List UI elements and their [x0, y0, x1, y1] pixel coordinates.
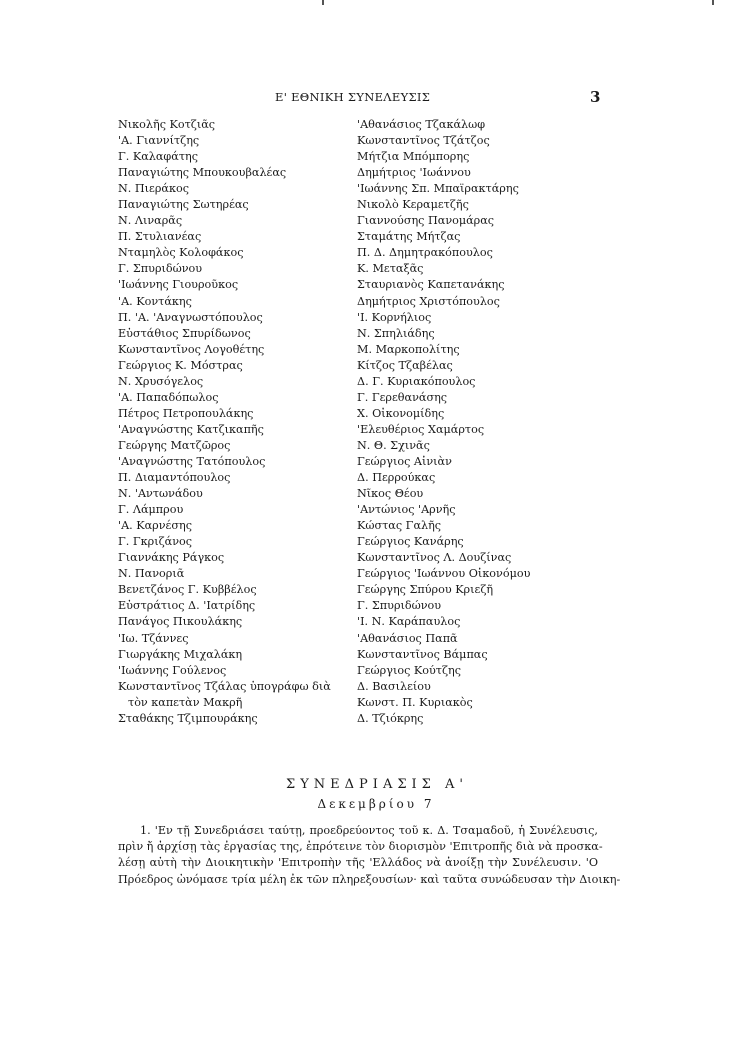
- signatory-name: Γεώργιος Κανάρης: [357, 535, 464, 549]
- signatory-name: Κωνσταντῖνος Λ. Δουζίνας: [357, 551, 512, 565]
- signatory-name: Γ. Σπυριδώνου: [118, 262, 203, 276]
- signatory-name: 'Α. Κοντάκης: [118, 294, 192, 308]
- signatory-name: Γεώργιος Κ. Μόστρας: [118, 358, 243, 372]
- signatory-name: Κώστας Γαλῆς: [357, 519, 442, 533]
- signatory-name: Κωνστ. Π. Κυριακὸς: [357, 695, 473, 709]
- signatory-name: Πανάγος Πικουλάκης: [118, 615, 243, 629]
- signatory-name: 'Α. Καρνέσης: [118, 519, 192, 533]
- paragraph-line: πρὶν ἤ ἀρχίσῃ τὰς ἐργασίας της, ἐπρότεινε τὸν διορισμὸν 'Επιτροπῆς διὰ νὰ προσκα-: [118, 840, 603, 854]
- running-head: Ε' ΕΘΝΙΚΗ ΣΥΝΕΛΕΥΣΙΣ: [275, 90, 431, 104]
- signatory-name: Κωνσταντῖνος Βάμπας: [357, 647, 488, 661]
- signatory-name: Γ. Γκριζάνος: [118, 535, 193, 549]
- signatory-name: Ν. Πανοριᾶ: [118, 567, 185, 581]
- signatory-name: Δ. Τζιόκρης: [357, 711, 424, 725]
- body-paragraph: [118, 823, 621, 888]
- signatory-name: τὸν καπετὰν Μακρῆ: [128, 695, 243, 709]
- signatory-name: Γ. Σπυριδώνου: [357, 599, 442, 613]
- signatory-name: Γιαννάκης Ράγκος: [118, 551, 225, 565]
- signatory-name: Εὐστάθιος Σπυρίδωνος: [118, 326, 251, 340]
- signatory-name: 'Ιωάννης Γιουροῦκος: [118, 278, 239, 292]
- signatory-name: Δημήτριος Χριστόπουλος: [357, 294, 500, 308]
- signatory-name: Γεώργης Σπύρου Κριεζῆ: [357, 583, 494, 597]
- signatory-name: Γεώργης Ματζῶρος: [118, 438, 231, 452]
- signatory-name: Δημήτριος 'Ιωάννου: [357, 166, 471, 180]
- signatory-name: Πέτρος Πετροπουλάκης: [118, 406, 254, 420]
- signatory-name: Ν. Πιεράκος: [118, 182, 189, 196]
- signatory-name: Γεώργιος Αἰνιὰν: [357, 454, 452, 468]
- signatory-name: 'Αθανάσιος Τζακάλωφ: [357, 118, 486, 131]
- signatory-name: 'Αντώνιος 'Αρνῆς: [357, 503, 456, 517]
- signatory-name: Ν. 'Αντωνάδου: [118, 487, 203, 501]
- signatory-name: 'Αναγνώστης Τατόπουλος: [118, 454, 266, 468]
- signatory-name: Δ. Βασιλείου: [357, 679, 431, 693]
- signatory-name: Γιαννούσης Πανομάρας: [357, 214, 495, 228]
- signatories-left-column: [118, 117, 358, 727]
- paragraph-line: Πρόεδρος ὠνόμασε τρία μέλη ἐκ τῶν πληρεξουσίων· καὶ ταῦτα συνώδευσαν τὴν Διοικη-: [118, 872, 621, 886]
- signatory-name: Νικολῆς Κοτζιᾶς: [118, 118, 216, 131]
- signatory-name: Κίτζος Τζαβέλας: [357, 358, 453, 372]
- signatory-name: Ν. Λιναρᾶς: [118, 214, 183, 228]
- signatory-name: 'Αναγνώστης Κατζικαπῆς: [118, 422, 264, 436]
- signatory-name: Κωνσταντῖνος Τζάλας ὑπογράφω διὰ: [118, 679, 331, 693]
- signatory-name: Μήτζια Μπόμπορης: [357, 150, 470, 164]
- signatory-name: Εὐστράτιος Δ. 'Ιατρίδης: [118, 599, 256, 613]
- signatory-name: Νῖκος Θέου: [357, 487, 424, 501]
- signatory-name: Σταθάκης Τζιμπουράκης: [118, 711, 258, 725]
- signatory-name: Ν. Σπηλιάδης: [357, 326, 435, 340]
- signatory-name: Νταμηλὸς Κολοφάκος: [118, 246, 244, 260]
- paragraph-line: 1. 'Εν τῇ Συνεδριάσει ταύτῃ, προεδρεύοντος τοῦ κ. Δ. Τσαμαδοῦ, ἡ Συνέλευσις,: [140, 824, 598, 837]
- signatory-name: 'Ιωάννης Γούλενος: [118, 663, 227, 677]
- signatory-name: Π. Στυλιανέας: [118, 230, 202, 244]
- signatory-name: 'Ελευθέριος Χαμάρτος: [357, 422, 485, 436]
- signatory-name: Γεώργιος Κούτζης: [357, 663, 462, 677]
- signatory-name: Γ. Λάμπρου: [118, 503, 184, 517]
- session-title: ΣΥΝΕΔΡΙΑΣΙΣ Α': [286, 777, 468, 792]
- signatory-name: 'Α. Παπαδόπωλος: [118, 390, 219, 404]
- signatory-name: 'Ι. Κορνήλιος: [357, 310, 432, 324]
- signatories-right-column: [357, 117, 597, 727]
- paragraph-line: λέσῃ αὐτὴ τὴν Διοικητικὴν 'Επιτροπὴν τῆς 'Ελλάδος νὰ ἀνοίξῃ τὴν Συνέλευσιν. 'Ο: [118, 856, 598, 870]
- signatory-name: Βενετζάνος Γ. Κυββέλος: [118, 583, 257, 597]
- signatory-name: 'Ι. Ν. Καράπαυλος: [357, 615, 461, 629]
- signatory-name: Χ. Οἰκονομίδης: [357, 406, 445, 420]
- signatory-name: 'Αθανάσιος Παπᾶ: [357, 631, 458, 645]
- signatory-name: Δ. Περρούκας: [357, 471, 436, 485]
- signatory-name: Παναγιώτης Σωτηρέας: [118, 198, 249, 212]
- signatory-name: Νικολὸ Κεραμετζῆς: [357, 198, 469, 212]
- signatory-name: Παναγιώτης Μπουκουβαλέας: [118, 166, 287, 180]
- session-date: Δεκεμβρίου 7: [317, 797, 435, 811]
- signatory-name: 'Α. Γιαννίτζης: [118, 134, 200, 148]
- page-number: 3: [590, 88, 601, 106]
- scan-mark: [712, 0, 714, 5]
- signatory-name: Π. Δ. Δημητρακόπουλος: [357, 246, 493, 260]
- signatory-name: Γ. Γερεθανάσης: [357, 390, 448, 404]
- signatory-name: Μ. Μαρκοπολίτης: [357, 342, 460, 356]
- signatory-name: Δ. Γ. Κυριακόπουλος: [357, 374, 476, 388]
- signatory-name: Π. Διαμαντόπουλος: [118, 471, 231, 485]
- signatory-name: Γιωργάκης Μιχαλάκη: [118, 647, 243, 661]
- signatory-name: Ν. Χρυσόγελος: [118, 374, 204, 388]
- signatory-name: Κωνσταντῖνος Τζάτζος: [357, 134, 490, 148]
- signatory-name: 'Ιωάννης Σπ. Μπαϊρακτάρης: [357, 182, 519, 196]
- signatory-name: Ν. Θ. Σχινᾶς: [357, 438, 430, 452]
- signatory-name: Π. 'Α. 'Αναγνωστόπουλος: [118, 310, 263, 324]
- signatory-name: Κ. Μεταξᾶς: [357, 262, 424, 276]
- scan-mark: [322, 0, 324, 5]
- signatory-name: Γ. Καλαφάτης: [118, 150, 198, 164]
- signatory-name: Γεώργιος 'Ιωάννου Οἰκονόμου: [357, 567, 531, 581]
- signatory-name: Σταυριανὸς Καπετανάκης: [357, 278, 505, 292]
- signatory-name: Σταμάτης Μήτζας: [357, 230, 461, 244]
- signatory-name: 'Ιω. Τζάννες: [118, 631, 189, 645]
- signatory-name: Κωνσταντῖνος Λογοθέτης: [118, 342, 265, 356]
